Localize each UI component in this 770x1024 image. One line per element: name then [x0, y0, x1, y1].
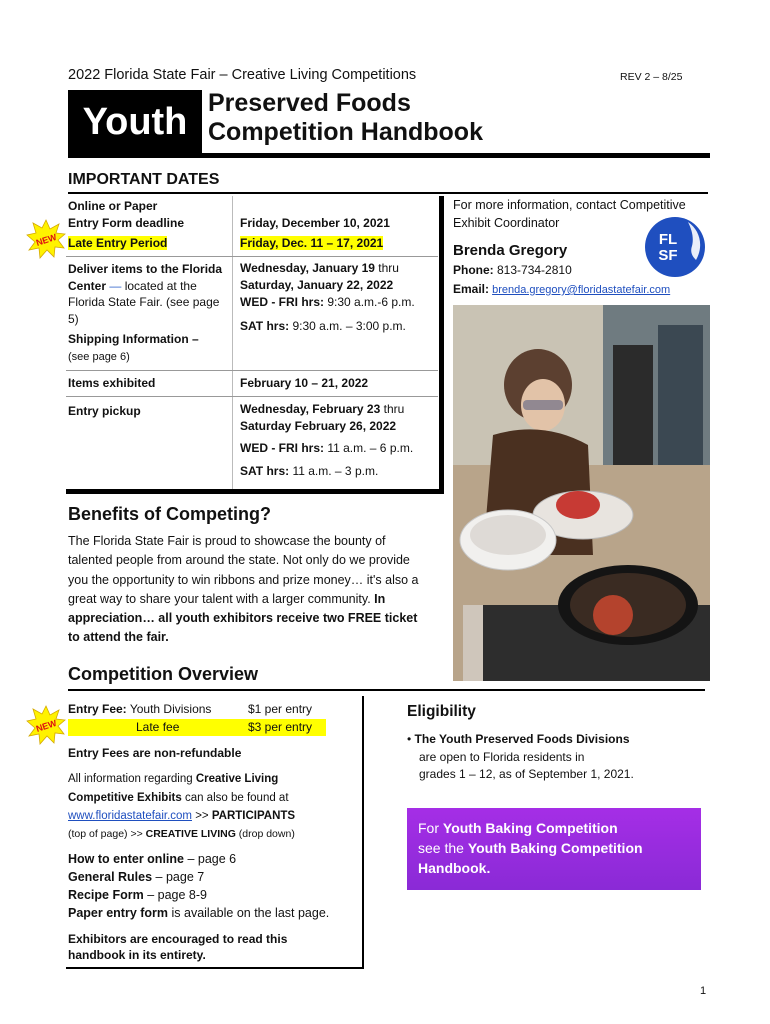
- row-divider: [66, 256, 438, 257]
- shipping-info-note: (see page 6): [68, 351, 130, 363]
- important-dates-heading: IMPORTANT DATES: [68, 171, 220, 188]
- row-divider: [66, 370, 438, 371]
- info-line-4: (top of page) >> CREATIVE LIVING (drop down): [68, 828, 295, 840]
- youth-cooking-photo: [453, 305, 710, 681]
- overview-divider: [68, 689, 705, 691]
- entry-pickup-dates: Wednesday, February 23 thru Saturday February 26, 2022: [240, 402, 405, 433]
- encourage-line-1: Exhibitors are encouraged to read this: [68, 932, 288, 946]
- general-rules: General Rules – page 7: [68, 870, 205, 884]
- online-deadline-date: Friday, December 10, 2021: [240, 216, 390, 230]
- pickup-weekday-hours: WED - FRI hrs: 11 a.m. – 6 p.m.: [240, 441, 414, 455]
- info-line-1: All information regarding Creative Living: [68, 773, 279, 785]
- title-divider: [68, 153, 710, 158]
- contact-phone: Phone: 813-734-2810: [453, 263, 572, 277]
- deliver-dates: Wednesday, January 19 thru Saturday, January 22, 2022: [240, 261, 399, 292]
- benefits-heading: Benefits of Competing?: [68, 504, 271, 524]
- non-refundable-note: Entry Fees are non-refundable: [68, 746, 242, 760]
- contact-email-link[interactable]: brenda.gregory@floridastatefair.com: [492, 284, 671, 296]
- logo-text-bottom: SF: [658, 247, 678, 264]
- competition-overview-heading: Competition Overview: [68, 664, 259, 684]
- items-exhibited-dates: February 10 – 21, 2022: [240, 376, 369, 390]
- important-dates-divider: [68, 192, 708, 194]
- new-badge-icon: [26, 219, 66, 259]
- baking-competition-callout: For Youth Baking Competition see the Youth Baking Competition Handbook.: [407, 808, 701, 890]
- eligibility-heading: Eligibility: [407, 703, 476, 720]
- contact-email: Email: brenda.gregory@floridastatefair.com: [453, 282, 671, 296]
- entry-fee-amount: $1 per entry: [248, 702, 313, 716]
- late-fee-amount: $3 per entry: [248, 720, 313, 734]
- info-line-2: Competitive Exhibits can also be found at: [68, 792, 289, 804]
- page-number: 1: [700, 985, 707, 997]
- deliver-items-label: Deliver items to the Florida Center — located at the Florida State Fair. (see page 5): [68, 262, 223, 326]
- encourage-line-2: handbook in its entirety.: [68, 948, 206, 962]
- deliver-weekday-hours: WED - FRI hrs: 9:30 a.m.-6 p.m.: [240, 295, 415, 309]
- shipping-info-label: Shipping Information –: [68, 332, 199, 346]
- page-title-line2: Competition Handbook: [208, 118, 483, 146]
- contact-name: Brenda Gregory: [453, 242, 568, 259]
- row-divider: [66, 396, 438, 397]
- page-title-line1: Preserved Foods: [208, 89, 411, 117]
- youth-label-box: [68, 90, 202, 154]
- paper-entry-form: Paper entry form is available on the last page.: [68, 906, 330, 920]
- late-entry-date: Friday, Dec. 11 – 17, 2021: [240, 236, 384, 250]
- deliver-saturday-hours: SAT hrs: 9:30 a.m. – 3:00 p.m.: [240, 319, 406, 333]
- revision-label: REV 2 – 8/25: [620, 71, 683, 83]
- logo-text-top: FL: [658, 231, 678, 248]
- table-column-divider: [232, 196, 233, 489]
- contact-intro: For more information, contact Competitive Exhibit Coordinator: [453, 198, 686, 230]
- info-line-3: www.floridastatefair.com >> PARTICIPANTS: [68, 810, 296, 822]
- fair-logo-icon: [644, 216, 706, 278]
- late-entry-label: Late Entry Period: [68, 236, 168, 250]
- recipe-form: Recipe Form – page 8-9: [68, 888, 207, 902]
- late-fee-label: Late fee: [136, 720, 180, 734]
- fair-website-link[interactable]: www.floridastatefair.com: [68, 810, 192, 822]
- items-exhibited-label: Items exhibited: [68, 376, 156, 390]
- benefits-text: The Florida State Fair is proud to showcase the bounty of talented people from around the state. Not only do we provide you the opportunity to win ribbons and prize money… it's also a great way to share your talent with a larger community. In appreciation… all youth exhibitors receive two FREE ticket to attend the fair.: [68, 534, 419, 645]
- document-subtitle: 2022 Florida State Fair – Creative Living Competitions: [68, 67, 417, 83]
- entry-pickup-label: Entry pickup: [68, 404, 141, 418]
- entry-fee-line: Entry Fee: Youth Divisions: [68, 702, 212, 716]
- eligibility-text: • The Youth Preserved Foods Divisions are open to Florida residents in grades 1 – 12, as of September 1, 2021.: [407, 732, 634, 781]
- new-badge-text: NEW: [34, 717, 58, 734]
- bullet-icon: •: [407, 732, 412, 746]
- new-badge-icon: [26, 705, 66, 745]
- how-to-enter: How to enter online – page 6: [68, 852, 237, 866]
- new-badge-text: NEW: [34, 231, 58, 248]
- youth-label: Youth: [82, 100, 188, 143]
- pickup-saturday-hours: SAT hrs: 11 a.m. – 3 p.m.: [240, 464, 379, 478]
- online-deadline-label: Online or Paper Entry Form deadline: [68, 199, 185, 230]
